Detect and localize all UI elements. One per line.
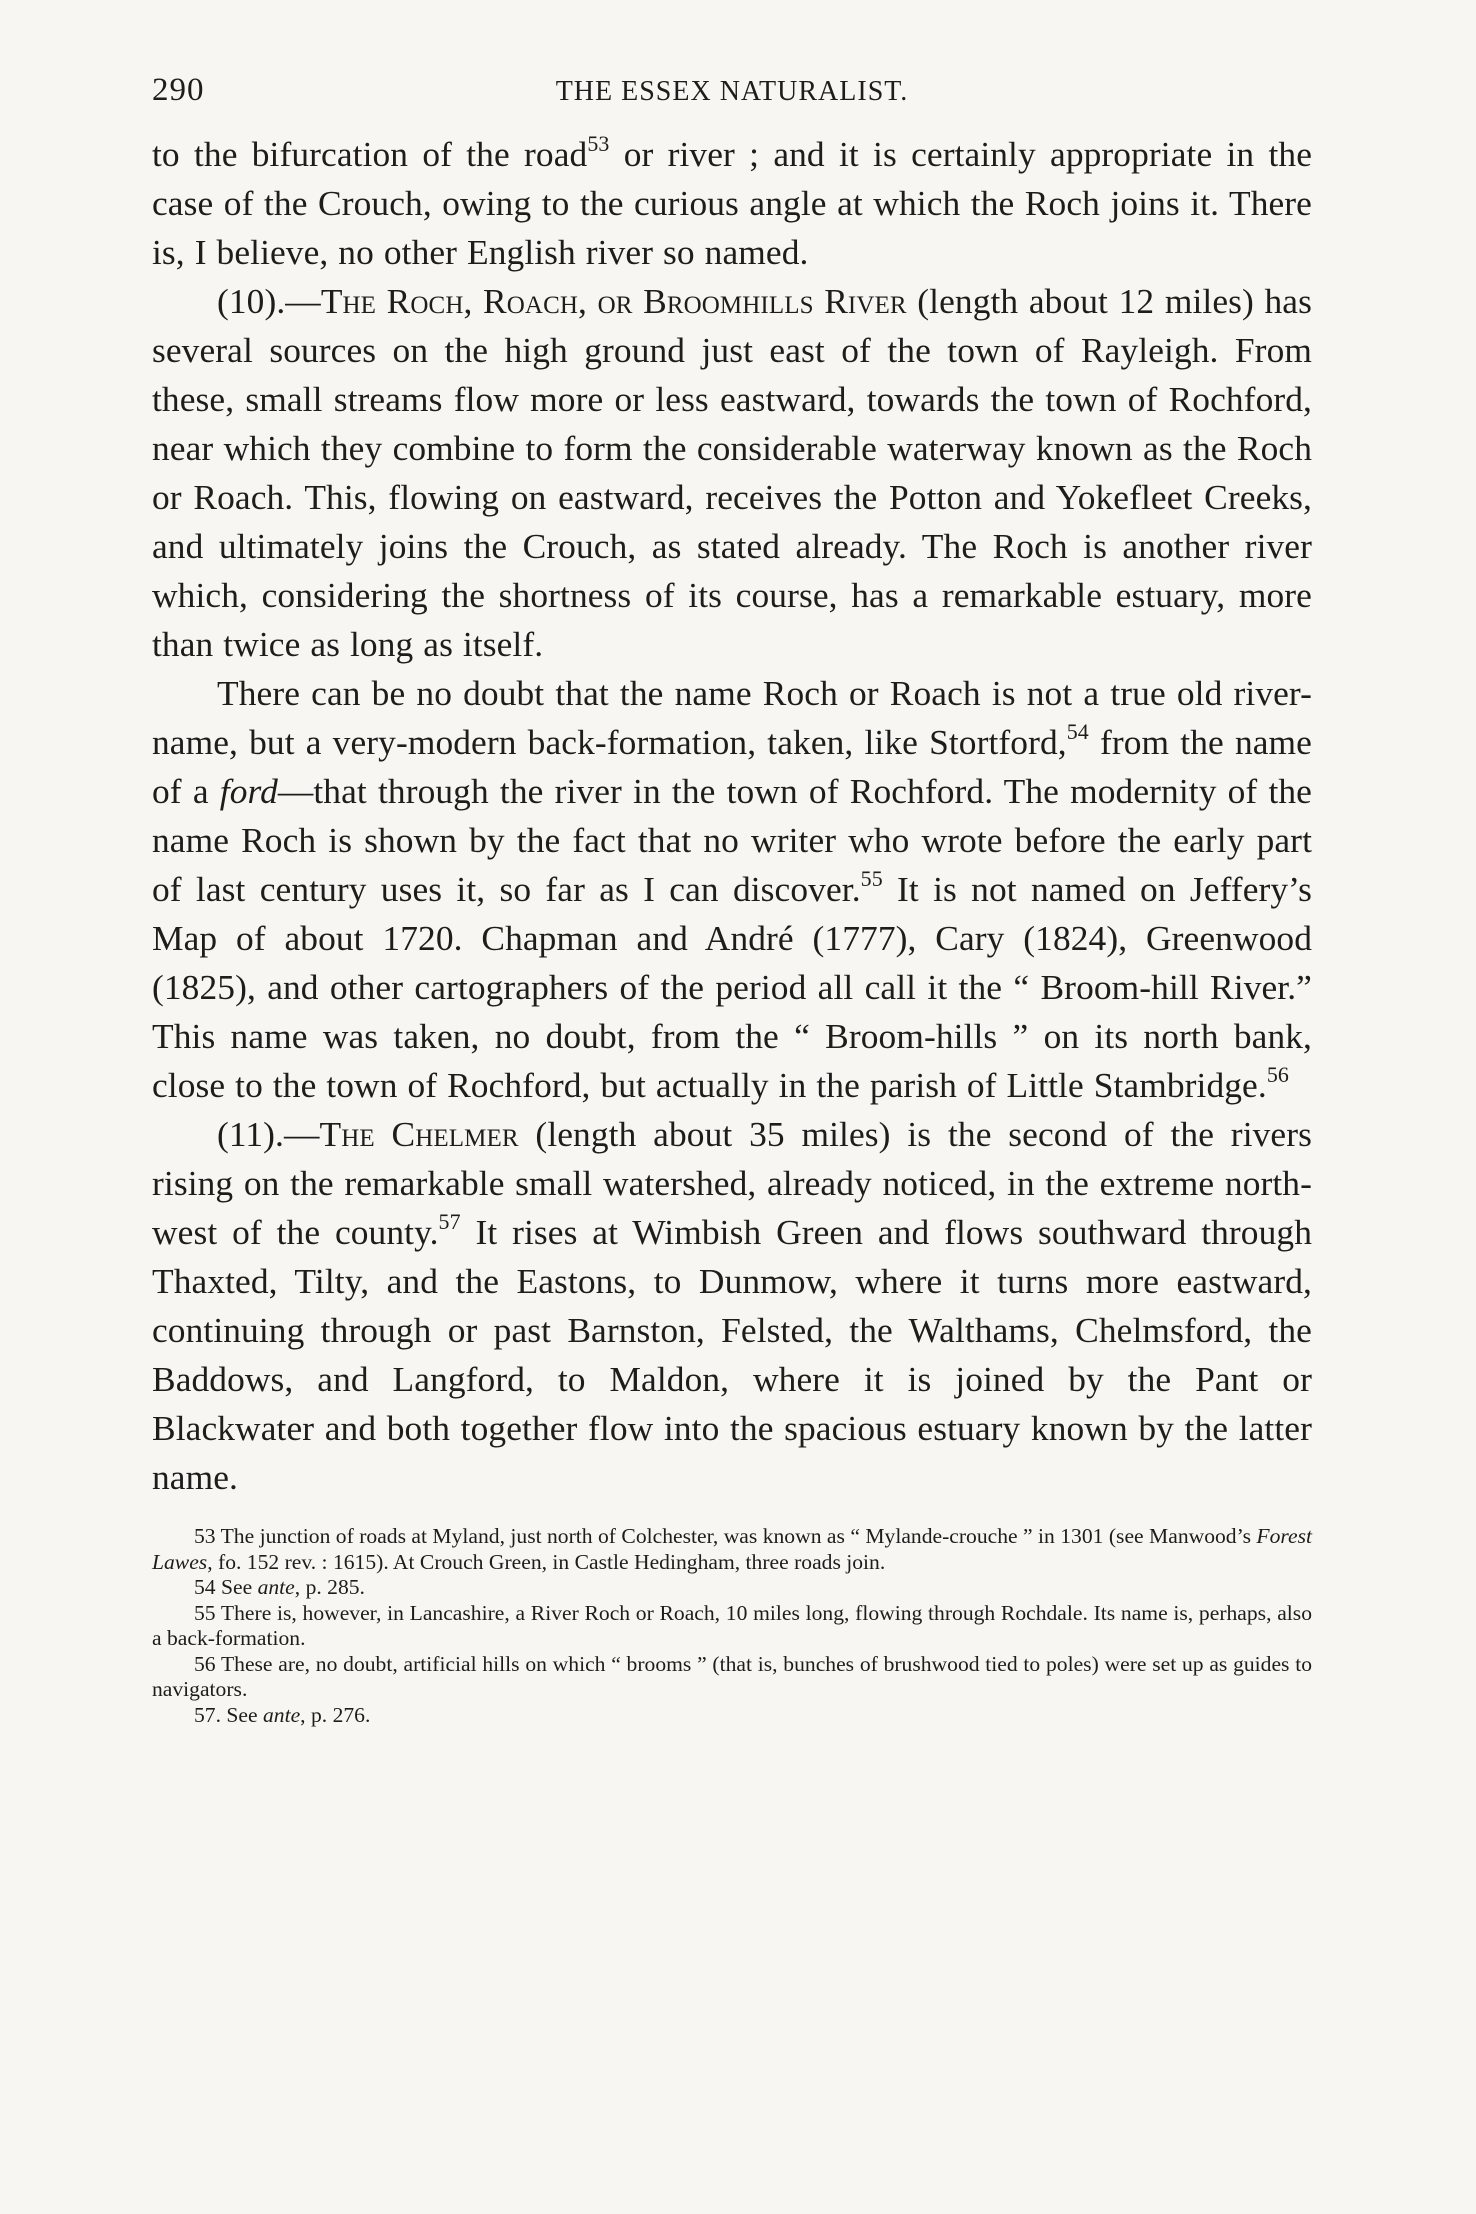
paragraph-roch-name <box>152 669 1312 1110</box>
text-run: —that through the river in the town of Rochford. The modernity of the name Roch is shown by the fact that no writer who wrote before the early part of last century uses it, so far as I can discover. <box>152 771 1312 909</box>
italic-word: ante <box>257 1575 295 1599</box>
footnote-number: 57. <box>194 1702 221 1727</box>
footnote-ref-53: 53 <box>587 131 610 157</box>
text-run: See <box>221 1702 263 1727</box>
footnote-number: 53 <box>194 1524 216 1548</box>
running-head <box>152 60 1312 130</box>
text-run: There can be no doubt that the name Roch or Roach is not a true old river-name, but a very-modern back-formation, taken, like Stortford, <box>152 673 1312 762</box>
footnote-ref-54: 54 <box>1066 719 1089 745</box>
text-run: (length about 12 miles) has several sources on the high ground just east of the town of Rayleigh. From these, small streams flow more or less eastward, towards the town of Rochford, near which they combine to form the considerable waterway known as the Roch or Roach. This, flowing on eastward, receives the Potton and Yokefleet Creeks, and ultimately joins the Crouch, as stated already. The Roch is another river which, considering the shortness of its course, has a remarkable estuary, more than twice as long as itself. <box>152 281 1312 664</box>
section-number: (10).— <box>217 281 321 321</box>
text-run: to the bifurcation of the road <box>152 134 588 174</box>
text-run: , fo. 152 rev. : 1615). At Crouch Green, in Castle Hedingham, three roads join. <box>207 1549 886 1574</box>
footnote-ref-57: 57 <box>438 1209 461 1235</box>
footnote-53 <box>152 1524 1312 1575</box>
body-text <box>152 130 1312 1502</box>
text-run: It is not named on Jeffery’s Map of about 1720. Chapman and André (1777), Cary (1824), Greenwood (1825), and other cartographers of the period all call it the “ Broom-hill River.” This name was taken, no doubt, from the “ Broom-hills ” on its north bank, close to the town of Rochford, but actually in the parish of Little Stambridge. <box>152 869 1312 1105</box>
book-page <box>152 60 1312 1728</box>
text-run: , p. 285. <box>294 1575 365 1599</box>
paragraph-chelmer <box>152 1110 1312 1502</box>
italic-word: ante <box>262 1702 301 1727</box>
page-number: 290 <box>152 72 205 108</box>
italic-word: ford <box>219 771 278 811</box>
text-run: The junction of roads at Myland, just north of Colchester, was known as “ Mylande-crouche ” in 1301 (see Manwood’s <box>215 1524 1257 1548</box>
footnote-56 <box>152 1652 1312 1703</box>
footnotes <box>152 1524 1312 1728</box>
running-title: THE ESSEX NATURALIST. <box>555 76 909 107</box>
paragraph-continuation <box>152 130 1312 277</box>
section-heading-chelmer: The Chelmer <box>319 1114 519 1154</box>
text-run: (length about 35 miles) is the second of the rivers rising on the remarkable small watershed, already noticed, in the extreme north-west of the county. <box>152 1114 1312 1252</box>
footnote-55 <box>152 1601 1312 1652</box>
italic-title: Forest Lawes <box>152 1524 1312 1574</box>
section-heading-roch: The Roch, Roach, or Broomhills River <box>320 281 907 321</box>
text-run: , p. 276. <box>300 1702 371 1727</box>
text-run: It rises at Wimbish Green and flows southward through Thaxted, Tilty, and the Eastons, to Dunmow, where it turns more eastward, continuing through or past Barnston, Felsted, the Walthams, Chelmsford, the Baddows, and Langford, to Maldon, where it is joined by the Pant or Blackwater and both together flow into the spacious estuary known by the latter name. <box>152 1212 1312 1497</box>
text-run: from the name of a <box>152 722 1312 811</box>
footnote-number: 56 <box>194 1651 216 1676</box>
paragraph-roch <box>152 277 1312 669</box>
text-run: See <box>215 1575 258 1599</box>
footnote-ref-55: 55 <box>860 866 883 892</box>
footnote-number: 55 <box>194 1600 216 1625</box>
section-number: (11).— <box>217 1114 320 1154</box>
footnote-ref-56: 56 <box>1266 1062 1289 1088</box>
footnote-57 <box>152 1703 1312 1729</box>
text-run: There is, however, in Lancashire, a River Roch or Roach, 10 miles long, flowing through Rochdale. Its name is, perhaps, also a back-formation. <box>152 1600 1312 1650</box>
text-run: or river ; and it is certainly appropriate in the case of the Crouch, owing to the curious angle at which the Roch joins it. There is, I believe, no other English river so named. <box>152 134 1312 272</box>
text-run: These are, no doubt, artificial hills on which “ brooms ” (that is, bunches of brushwood tied to poles) were set up as guides to navigators. <box>152 1651 1312 1701</box>
footnote-54 <box>152 1575 1312 1601</box>
footnote-number: 54 <box>194 1575 216 1599</box>
